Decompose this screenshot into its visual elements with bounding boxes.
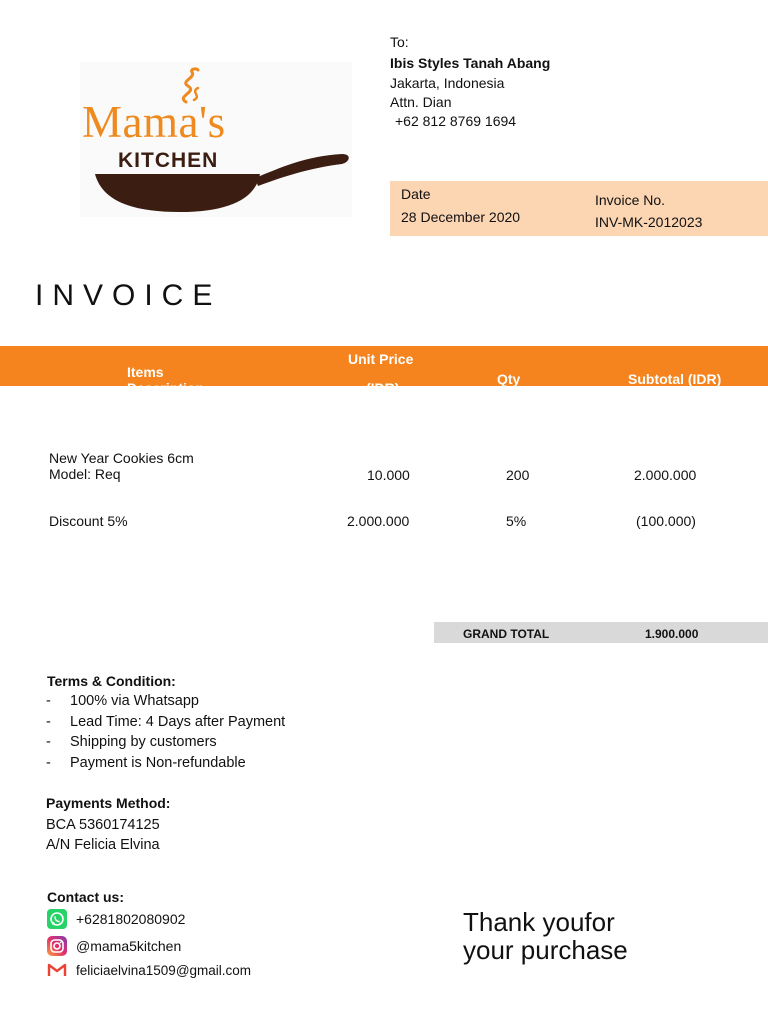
contact-whatsapp-number: +6281802080902 [76, 911, 186, 927]
row-item-name: New Year Cookies 6cm [49, 450, 194, 466]
header-unit-price: Unit Price [348, 351, 414, 367]
row-subtotal: 2.000.000 [634, 467, 697, 483]
row-item-name: Discount 5% [49, 513, 128, 529]
header-subtotal: Subtotal (IDR) [628, 371, 722, 387]
row-qty: 200 [506, 467, 530, 483]
thank-you-line-1: Thank youfor [463, 907, 615, 937]
date-label: Date [401, 186, 431, 202]
header-unit-price-currency: (IDR) [366, 380, 400, 396]
terms-title: Terms & Condition: [47, 673, 176, 689]
payment-title: Payments Method: [46, 795, 171, 811]
to-label: To: [390, 34, 409, 50]
contact-email [47, 959, 251, 981]
list-item: - Shipping by customers [46, 732, 285, 753]
row-unit-price: 10.000 [367, 467, 410, 483]
invoice-no-label: Invoice No. [595, 192, 666, 208]
grand-total-value: 1.900.000 [645, 627, 699, 641]
company-logo [80, 62, 352, 217]
recipient-phone: +62 812 8769 1694 [395, 112, 517, 129]
row-subtotal: (100.000) [636, 513, 696, 529]
logo-name: Mama's [82, 97, 226, 147]
row-item-model: Model: Req [49, 466, 121, 482]
gmail-icon [47, 960, 67, 980]
payment-name: A/N Felicia Elvina [46, 837, 160, 853]
row-qty: 5% [506, 513, 527, 529]
grand-total-bar [434, 622, 768, 643]
contact-instagram [47, 935, 181, 957]
thank-you-line-2: your purchase [463, 935, 628, 965]
row-unit-price: 2.000.000 [347, 513, 410, 529]
list-item: - Payment is Non-refundable [46, 753, 285, 774]
contact-whatsapp [47, 908, 185, 930]
invoice-info-box [390, 181, 768, 236]
list-item: - Lead Time: 4 Days after Payment [46, 712, 285, 733]
header-description: Description [127, 380, 205, 396]
grand-total-label: GRAND TOTAL [463, 627, 550, 641]
recipient-city: Jakarta, Indonesia [390, 75, 505, 91]
contact-instagram-handle: @mama5kitchen [76, 938, 182, 954]
whatsapp-icon [47, 909, 67, 929]
table-header [0, 346, 768, 396]
thank-you-message [463, 908, 628, 964]
terms-list [46, 691, 285, 773]
payment-account: BCA 5360174125 [46, 817, 160, 833]
header-qty: Qty [497, 371, 521, 387]
payment-details [46, 815, 160, 855]
page-title: INVOICE [35, 279, 222, 312]
invoice-no-value: INV-MK-2012023 [595, 214, 703, 230]
list-item: - 100% via Whatsapp [46, 691, 285, 712]
recipient-block [390, 32, 550, 131]
instagram-icon [47, 936, 67, 956]
date-value: 28 December 2020 [401, 209, 521, 225]
contact-title: Contact us: [47, 889, 124, 905]
logo-subtitle: KITCHEN [118, 149, 219, 172]
header-items: Items [127, 364, 164, 380]
recipient-attn: Attn. Dian [390, 93, 452, 110]
recipient-name: Ibis Styles Tanah Abang [390, 54, 551, 71]
contact-email-address: feliciaelvina1509@gmail.com [76, 962, 252, 978]
